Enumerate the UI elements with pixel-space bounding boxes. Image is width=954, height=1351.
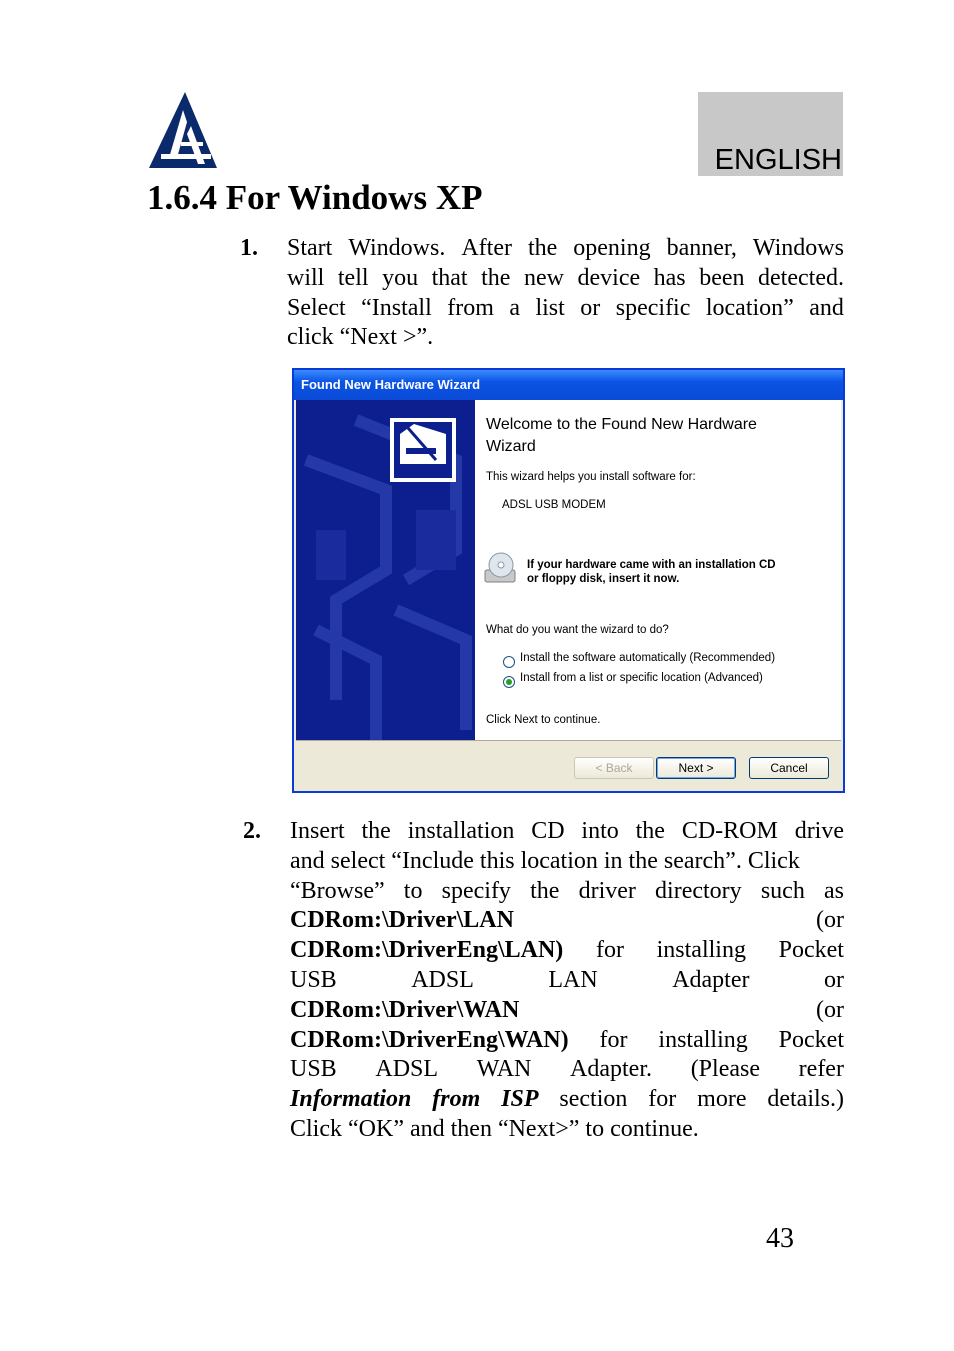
radio-install-automatically[interactable] xyxy=(503,656,515,668)
banner-graphic xyxy=(296,400,475,740)
word: specify xyxy=(441,877,511,904)
section-title: 1.6.4 For Windows XP xyxy=(147,178,483,217)
text-line: and select “Include this location in the search”. Click xyxy=(290,847,800,874)
word: list xyxy=(535,294,565,321)
word: location” xyxy=(705,294,794,321)
driver-path: CDRom:\DriverEng\LAN) xyxy=(290,937,564,964)
driver-path: CDRom:\Driver\LAN xyxy=(290,907,514,934)
found-new-hardware-wizard xyxy=(292,368,845,793)
word: installing xyxy=(656,937,746,964)
word: Pocket xyxy=(778,1026,844,1053)
word: will xyxy=(287,264,325,291)
cd-notice-line-1: If your hardware came with an installation CD xyxy=(527,559,776,571)
text-line xyxy=(290,1085,844,1115)
step-2-text xyxy=(290,817,844,1145)
wizard-titlebar: Found New Hardware Wizard xyxy=(294,370,843,400)
section-reference: Information xyxy=(290,1086,412,1113)
text-line: Click “OK” and then “Next>” to continue. xyxy=(290,1115,699,1142)
word: Insert xyxy=(290,818,345,844)
section-reference: ISP xyxy=(501,1086,539,1113)
text-line xyxy=(287,264,844,294)
device-name: ADSL USB MODEM xyxy=(502,499,606,511)
text-line xyxy=(290,996,844,1026)
word: the xyxy=(481,264,511,291)
word: and xyxy=(809,294,844,321)
word: into xyxy=(581,818,619,844)
word: ADSL xyxy=(411,966,474,993)
word: Windows xyxy=(752,235,844,261)
wizard-question: What do you want the wizard to do? xyxy=(486,624,669,636)
word: you xyxy=(382,264,419,291)
wizard-intro: This wizard helps you install software for: xyxy=(486,471,696,483)
wizard-heading: Welcome to the Found New Hardware Wizard xyxy=(486,416,757,455)
page-number: 43 xyxy=(766,1223,794,1254)
word: to xyxy=(403,877,423,904)
word: the xyxy=(530,877,560,904)
word: or xyxy=(580,294,601,321)
word: for xyxy=(648,1086,677,1113)
word: driver xyxy=(578,877,636,904)
text-fragment: (or xyxy=(816,996,844,1023)
wizard-footer-text: Click Next to continue. xyxy=(486,714,601,726)
word: details.) xyxy=(767,1086,844,1113)
option-label: Install from a list or specific location (Advanced) xyxy=(520,672,763,684)
word: banner, xyxy=(666,235,737,261)
wizard-button-bar xyxy=(296,740,841,792)
word: Pocket xyxy=(778,937,844,964)
word: Adapter xyxy=(672,966,750,993)
word: such xyxy=(760,877,805,904)
word: has xyxy=(653,264,686,291)
word: “Install xyxy=(361,294,432,321)
text-line xyxy=(290,936,844,966)
word: new xyxy=(523,264,564,291)
wizard-side-banner xyxy=(296,400,475,740)
word: CD xyxy=(531,818,565,844)
cd-notice-line-2: or floppy disk, insert it now. xyxy=(527,573,680,585)
next-button[interactable]: Next > xyxy=(656,757,736,779)
word: opening xyxy=(573,235,651,261)
word: from xyxy=(447,294,494,321)
word: installing xyxy=(658,1026,748,1053)
text-line: click “Next >”. xyxy=(287,324,434,351)
word: Start xyxy=(287,235,333,261)
back-button[interactable]: < Back xyxy=(574,757,654,779)
driver-path: CDRom:\Driver\WAN xyxy=(290,996,520,1023)
language-label: ENGLISH xyxy=(714,144,842,176)
driver-path: CDRom:\DriverEng\WAN) xyxy=(290,1026,569,1053)
word: the xyxy=(635,818,665,844)
radio-install-from-list[interactable] xyxy=(503,676,515,688)
word: LAN xyxy=(548,966,598,993)
word: tell xyxy=(337,264,369,291)
word: Windows. xyxy=(348,235,446,261)
wizard-content xyxy=(475,400,841,740)
word: specific xyxy=(615,294,691,321)
word: USB xyxy=(290,966,337,993)
text-line xyxy=(290,906,844,936)
word: CD-ROM xyxy=(681,818,778,844)
word: for xyxy=(599,1026,628,1053)
word: directory xyxy=(655,877,742,904)
word: that xyxy=(431,264,468,291)
cancel-button[interactable]: Cancel xyxy=(749,757,829,779)
text-line xyxy=(287,294,844,324)
word: Adapter. xyxy=(570,1056,653,1083)
word: as xyxy=(823,877,844,904)
word: “Browse” xyxy=(290,877,385,904)
word: ADSL xyxy=(375,1056,439,1083)
text-fragment: (or xyxy=(816,907,844,934)
word: After xyxy=(461,235,512,261)
word: been xyxy=(699,264,745,291)
word: installation xyxy=(407,818,515,844)
atlantis-logo xyxy=(147,92,219,170)
text-line xyxy=(290,877,844,907)
word: more xyxy=(697,1086,747,1113)
word: (Please xyxy=(690,1056,760,1083)
word: the xyxy=(361,818,391,844)
word: or xyxy=(823,966,844,993)
text-line xyxy=(287,234,844,264)
word: WAN xyxy=(476,1056,532,1083)
word: a xyxy=(509,294,520,321)
step-number: 2. xyxy=(243,818,261,844)
word: the xyxy=(527,235,558,261)
text-line xyxy=(290,966,844,996)
language-badge xyxy=(698,92,843,176)
word: USB xyxy=(290,1056,337,1083)
word: for xyxy=(595,937,624,964)
section-reference: from xyxy=(432,1086,481,1113)
text-line xyxy=(290,817,844,847)
cd-icon xyxy=(483,550,519,586)
text-line xyxy=(290,1055,844,1085)
text-line xyxy=(290,1026,844,1056)
word: detected. xyxy=(758,264,844,291)
word: device xyxy=(577,264,641,291)
word: section xyxy=(559,1086,628,1113)
word: refer xyxy=(798,1056,844,1083)
step-number: 1. xyxy=(240,235,258,261)
word: drive xyxy=(794,818,844,844)
word: Select xyxy=(287,294,346,321)
step-1-text xyxy=(287,234,844,353)
option-label: Install the software automatically (Recommended) xyxy=(520,652,776,664)
